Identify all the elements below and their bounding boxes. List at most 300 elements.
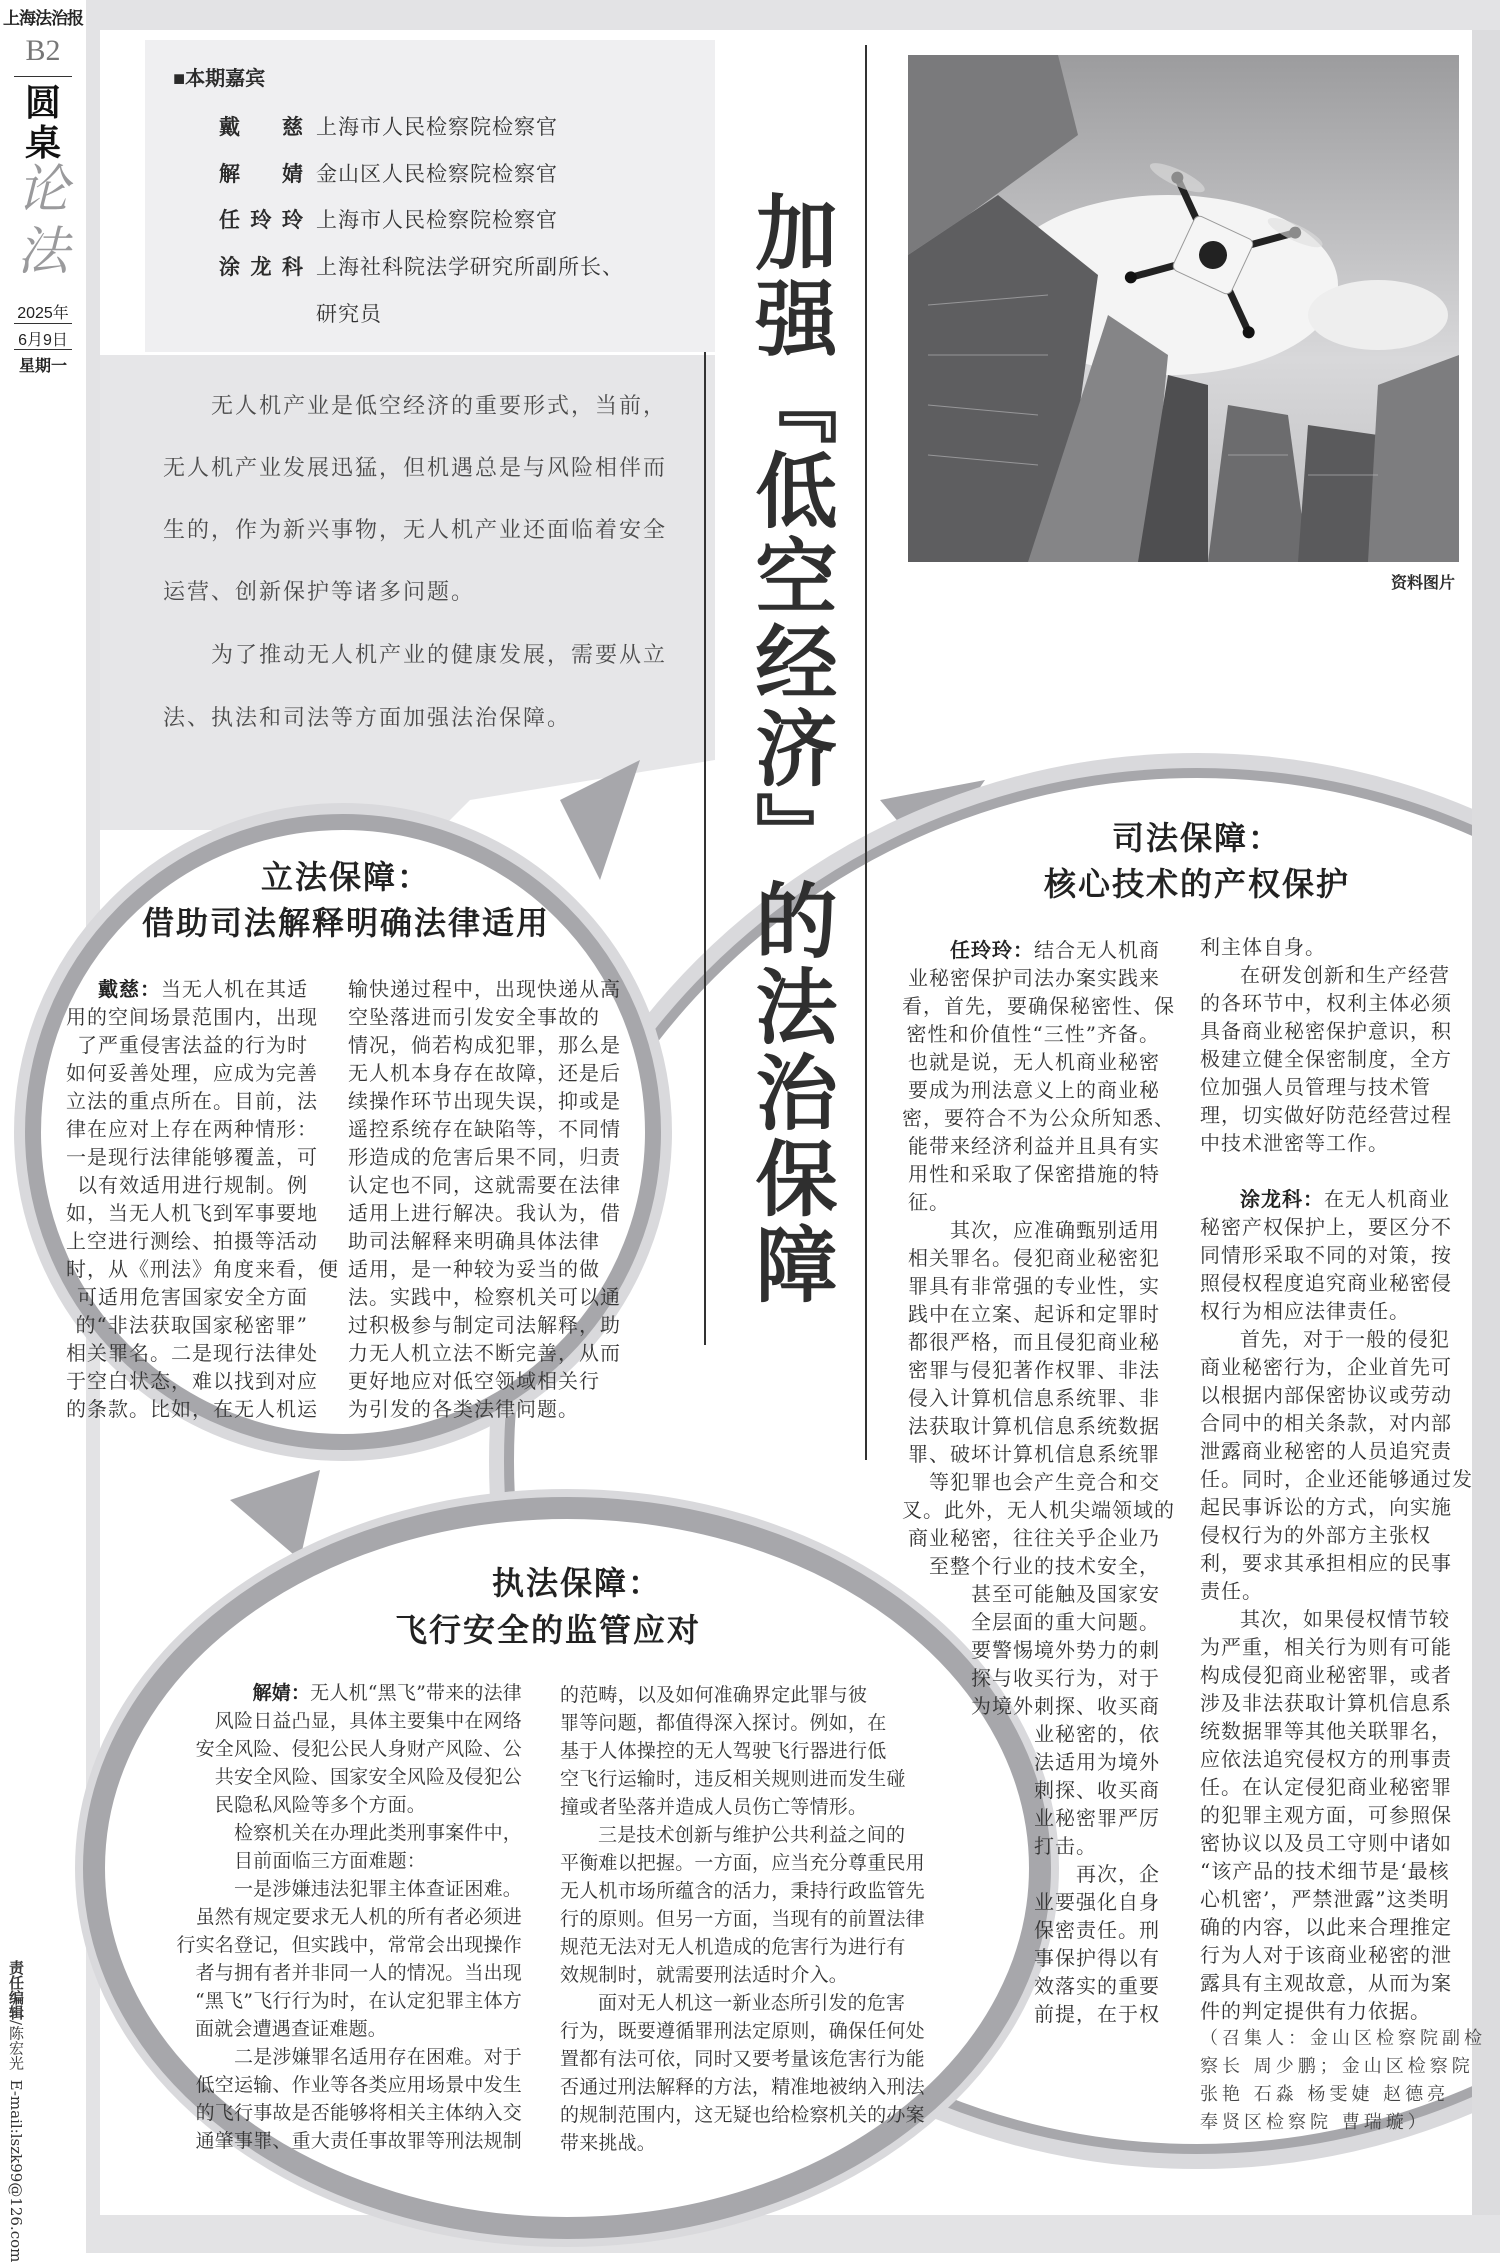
- text-line: [902, 992, 1175, 1020]
- editor-credit: [6, 1960, 27, 2262]
- text-line: [140, 1875, 522, 1903]
- text-line-content: 行为，既要遵循罪刑法定原则，确保任何处: [560, 2020, 925, 2042]
- text-line-content: 至整个行业的技术安全，: [929, 1554, 1160, 1578]
- text-line-content: 上空进行测绘、拍摄等活动: [66, 1229, 318, 1253]
- text-line-content: 者与拥有者并非同一人的情况。当出现: [195, 1962, 522, 1984]
- text-line: [902, 1356, 1160, 1384]
- text-line: [1200, 1717, 1462, 1745]
- text-line-content: 一是现行法律能够覆盖，可: [66, 1145, 318, 1169]
- text-line-content: “该产品的技术细节是‘最核: [1200, 1859, 1450, 1883]
- text-line-content: 起民事诉讼的方式，向实施: [1200, 1495, 1452, 1519]
- text-line-content: 利，要求其承担相应的民事: [1200, 1551, 1452, 1575]
- text-line: [1200, 1577, 1462, 1605]
- text-line-content: 其次，如果侵权情节较: [1240, 1607, 1450, 1631]
- text-line-content: 行的原则。但另一方面，当现有的前置法律: [560, 1908, 925, 1930]
- text-line: [902, 1496, 1175, 1524]
- intro-line: 生的，作为新兴事物，无人机产业还面临着安全: [163, 518, 668, 543]
- guest-name: 戴慈: [219, 114, 303, 139]
- text-line-content: 虽然有规定要求无人机的所有者必须进: [195, 1906, 522, 1928]
- text-line: [140, 1931, 522, 1959]
- text-line: [560, 2101, 955, 2129]
- text-line-content: 统数据罪等其他关联罪名，: [1200, 1719, 1452, 1743]
- text-line-content: 于空白状态，难以找到对应: [66, 1369, 318, 1393]
- drone-photo: [908, 55, 1459, 562]
- text-line: [140, 1903, 522, 1931]
- text-line-content: 法。实践中，检察机关可以通: [348, 1285, 621, 1309]
- text-line: [66, 1059, 318, 1087]
- text-line-content: 等犯罪也会产生竞合和交: [929, 1470, 1160, 1494]
- text-line: [902, 1412, 1160, 1440]
- text-line-content: 密，要符合不为公众所知悉、: [902, 1106, 1175, 1130]
- text-line-content: 行实名登记，但实践中，常常会出现操作: [176, 1934, 522, 1956]
- guest-role: 研究员: [316, 302, 382, 326]
- text-line: [560, 1709, 955, 1737]
- text-line-content: 罪具有非常强的专业性，实: [908, 1274, 1160, 1298]
- text-line: [560, 1737, 955, 1765]
- text-line-content: 件的判定提供有力依据。: [1200, 1999, 1431, 2023]
- text-line: [560, 2045, 955, 2073]
- text-line-content: 空飞行运输时，违反相关规则进而发生碰: [560, 1768, 906, 1790]
- text-line: [560, 1905, 955, 1933]
- text-line-content: 罪、破坏计算机信息系统罪: [908, 1442, 1160, 1466]
- text-line: [902, 1216, 1160, 1244]
- text-line-content: 看，首先，要确保秘密性、保: [902, 994, 1175, 1018]
- text-line-content: 理，切实做好防范经营过程: [1200, 1103, 1452, 1127]
- text-line: [348, 1367, 612, 1395]
- text-line-content: 目前面临三方面难题：: [233, 1850, 426, 1872]
- speaker-name: 解婧：: [252, 1682, 311, 1704]
- text-line: [348, 1227, 612, 1255]
- intro-line: 无人机产业是低空经济的重要形式，当前，: [163, 394, 668, 419]
- text-line-content: 检察机关在办理此类刑事案件中，: [233, 1822, 522, 1844]
- text-line-content: 要警惕境外势力的刺: [971, 1638, 1160, 1662]
- text-line: [348, 1199, 621, 1227]
- text-line-content: 的“非法获取国家秘密罪”: [75, 1313, 308, 1337]
- text-line: [902, 1104, 1175, 1132]
- text-line: [1200, 1437, 1462, 1465]
- text-line: [902, 1608, 1160, 1636]
- text-line-content: 泄露商业秘密的人员追究责: [1200, 1439, 1452, 1463]
- text-line-content: 空坠落进而引发安全事故的: [348, 1005, 600, 1029]
- text-line-content: 法适用为境外: [1034, 1750, 1160, 1774]
- enforcement-subtitle: 飞行安全的监管应对: [394, 1611, 701, 1649]
- text-line: [902, 1132, 1160, 1160]
- speaker-name: 涂龙科：: [1240, 1187, 1324, 1211]
- text-line-content: 的犯罪主观方面，可参照保: [1200, 1803, 1452, 1827]
- editor-email: E-mail:lszk99@126.com: [7, 2079, 25, 2262]
- judicial-column-2: [1200, 933, 1486, 2137]
- text-line: [66, 975, 308, 1003]
- legislation-subtitle: 借助司法解释明确法律适用: [141, 904, 550, 942]
- text-line: [140, 1763, 522, 1791]
- text-line-content: 构成侵犯商业秘密罪，或者: [1200, 1663, 1452, 1687]
- text-line-content: 同情形采取不同的对策，按: [1200, 1243, 1452, 1267]
- text-line: [1200, 1857, 1462, 1885]
- text-line-content: 极建立健全保密制度，全方: [1200, 1047, 1452, 1071]
- guest-name: 涂龙科: [219, 254, 303, 279]
- text-line-content: 也就是说，无人机商业秘密: [908, 1050, 1160, 1074]
- editor-name: /陈宏光: [7, 2020, 25, 2071]
- text-line: [1200, 1045, 1462, 1073]
- text-line-content: 罪等问题，都值得深入探讨。例如，在: [560, 1712, 887, 1734]
- text-line: [66, 1031, 308, 1059]
- judicial-subtitle: 核心技术的产权保护: [1043, 865, 1350, 903]
- text-line: [1200, 1493, 1462, 1521]
- text-line-content: 面就会遭遇查证难题。: [194, 2018, 387, 2040]
- text-line-content: 察长 周少鹏；金山区检察院: [1200, 2056, 1474, 2077]
- text-line-content: 助司法解释来明确具体法律: [348, 1229, 600, 1253]
- text-line-content: 相关罪名。二是现行法律处: [66, 1341, 318, 1365]
- text-line-content: 的规制范围内，这无疑也给检察机关的办案: [560, 2104, 925, 2126]
- text-line: [66, 1087, 318, 1115]
- text-line-content: 应依法追究侵权方的刑事责: [1200, 1747, 1452, 1771]
- text-line-content: 一是涉嫌违法犯罪主体查证困难。: [233, 1878, 522, 1900]
- text-line: [348, 1255, 612, 1283]
- text-line: [902, 1048, 1160, 1076]
- text-line: [1200, 1129, 1462, 1157]
- legislation-label: 立法保障：: [260, 858, 431, 896]
- text-line-content: 侵入计算机信息系统罪、非: [908, 1386, 1160, 1410]
- text-line: [66, 1283, 308, 1311]
- text-line: [560, 1989, 955, 2017]
- text-line-content: 为引发的各类法律问题。: [348, 1397, 579, 1421]
- text-line: [348, 1171, 621, 1199]
- text-line: [66, 1003, 318, 1031]
- text-line-content: 置都有法可依，同时又要考量该危害行为能: [560, 2048, 925, 2070]
- text-line: [1200, 1521, 1462, 1549]
- text-line-content: 了严重侵害法益的行为时: [77, 1033, 308, 1057]
- text-line-content: 续操作环节出现失误，抑或是: [348, 1089, 621, 1113]
- text-line-content: 面对无人机这一新业态所引发的危害: [598, 1992, 906, 2014]
- text-line-content: 三是技术创新与维护公共利益之间的: [598, 1824, 906, 1846]
- text-line: [1200, 1269, 1462, 1297]
- issue-year: 2025年: [17, 305, 69, 322]
- text-line-content: 基于人体操控的无人驾驶飞行器进行低: [560, 1740, 887, 1762]
- text-line: [560, 1933, 955, 1961]
- text-line: [140, 2043, 522, 2071]
- intro-line: 为了推动无人机产业的健康发展，需要从立: [163, 643, 668, 668]
- text-line: [560, 1793, 955, 1821]
- text-line: [902, 1384, 1160, 1412]
- intro-line: 运营、创新保护等诸多问题。: [163, 580, 476, 605]
- text-line-content: 形造成的危害后果不同，归责: [348, 1145, 621, 1169]
- text-line: [348, 975, 621, 1003]
- column-name-char: 论: [16, 160, 69, 220]
- column-name-char: 桌: [24, 122, 61, 164]
- text-line: [1200, 1101, 1462, 1129]
- text-line-content: 力无人机立法不断完善，从而: [348, 1341, 621, 1365]
- text-line: [1200, 933, 1462, 961]
- text-line-content: 照侵权程度追究商业秘密侵: [1200, 1271, 1452, 1295]
- text-line: [66, 1115, 318, 1143]
- text-line-content: 如，当无人机飞到军事要地: [66, 1201, 318, 1225]
- guest-name: 解婧: [219, 161, 303, 186]
- text-line-content: 戴慈：当无人机在其适: [98, 977, 308, 1001]
- text-line: [1200, 1297, 1462, 1325]
- text-line: [66, 1143, 318, 1171]
- text-line-content: 叉。此外，无人机尖端领域的: [902, 1498, 1175, 1522]
- photo-caption: 资料图片: [1390, 575, 1455, 592]
- text-line-content: 二是涉嫌罪名适用存在困难。对于: [233, 2046, 522, 2068]
- text-line: [140, 2071, 522, 2099]
- enforcement-label: 执法保障：: [491, 1564, 662, 1602]
- text-line-content: 商业秘密，往往关乎企业乃: [908, 1526, 1160, 1550]
- text-line: [66, 1339, 318, 1367]
- text-line: [1200, 1913, 1462, 1941]
- text-line: [560, 2017, 955, 2045]
- text-line-content: 中技术泄密等工作。: [1200, 1131, 1389, 1155]
- text-line: [902, 1188, 1160, 1216]
- text-line-content: 侵权行为的外部方主张权: [1200, 1523, 1431, 1547]
- text-line: [348, 1059, 621, 1087]
- text-line-content: 责任。: [1200, 1579, 1263, 1603]
- text-line-content: 打击。: [1034, 1834, 1097, 1858]
- text-line: [902, 1020, 1160, 1048]
- text-line: [140, 2127, 522, 2155]
- speaker-name: 任玲玲：: [950, 938, 1034, 962]
- text-line: [66, 1171, 308, 1199]
- text-line-content: 共安全风险、国家安全风险及侵犯公: [214, 1766, 522, 1788]
- text-line-content: 在研发创新和生产经营: [1240, 963, 1450, 987]
- text-line-content: 露具有主观故意，从而为案: [1200, 1971, 1452, 1995]
- text-line: [66, 1395, 318, 1423]
- text-line: [348, 1031, 621, 1059]
- text-line: [140, 1847, 522, 1875]
- text-line: [66, 1367, 318, 1395]
- intro-line: 无人机产业发展迅猛，但机遇总是与风险相伴而: [163, 456, 668, 481]
- text-line: [1200, 1409, 1462, 1437]
- text-line: [1200, 2109, 1462, 2137]
- page-number: B2: [25, 34, 61, 67]
- text-line: [1200, 1465, 1473, 1493]
- text-line-content: 无人机本身存在故障，还是后: [348, 1061, 621, 1085]
- text-line: [560, 2129, 955, 2157]
- text-line: [140, 2099, 522, 2127]
- text-line: [348, 1311, 621, 1339]
- text-line: [66, 1255, 339, 1283]
- guests-heading: ■本期嘉宾: [173, 68, 266, 90]
- text-line: [1200, 1745, 1462, 1773]
- text-line-content: 遥控系统存在缺陷等，不同情: [348, 1117, 621, 1141]
- text-line: [140, 1679, 522, 1707]
- text-line: [560, 2073, 955, 2101]
- text-line-content: 更好地应对低空领域相关行: [348, 1369, 600, 1393]
- divider: [14, 76, 72, 77]
- text-line-content: 涂龙科：在无人机商业: [1240, 1187, 1450, 1211]
- text-line-content: 风险日益凸显，具体主要集中在网络: [214, 1710, 522, 1732]
- text-line-content: 任玲玲：结合无人机商: [950, 938, 1160, 962]
- text-line: [560, 1961, 955, 1989]
- legislation-column-1: [66, 975, 339, 1423]
- legislation-column-2: [348, 975, 621, 1423]
- issue-date: 6月9日: [18, 332, 68, 349]
- text-line-content: 以根据内部保密协议或劳动: [1200, 1383, 1452, 1407]
- guest-role: 上海社科院法学研究所副所长、: [316, 255, 624, 279]
- text-line-content: 业要强化自身: [1034, 1890, 1160, 1914]
- text-line-content: 密罪与侵犯著作权罪、非法: [908, 1358, 1160, 1382]
- guest-name: 任玲玲: [219, 207, 303, 232]
- text-line: [902, 936, 1160, 964]
- text-line-content: 解婧：无人机“黑飞”带来的法律: [252, 1682, 522, 1704]
- text-line: [140, 1987, 522, 2015]
- text-line-content: 效落实的重要: [1034, 1974, 1160, 1998]
- text-line-content: 的飞行事故是否能够将相关主体纳入交: [195, 2102, 522, 2124]
- text-line-content: （召集人：金山区检察院副检: [1200, 2028, 1486, 2049]
- text-line: [1200, 1157, 1462, 1185]
- text-line-content: 认定也不同，这就需要在法律: [348, 1173, 621, 1197]
- enforcement-column-2: [560, 1681, 955, 2157]
- issue-weekday: 星期一: [18, 358, 67, 375]
- text-line-content: 效规制时，就需要刑法适时介入。: [560, 1964, 849, 1986]
- text-line: [66, 1199, 318, 1227]
- text-line-content: 低空运输、作业等各类应用场景中发生: [195, 2074, 522, 2096]
- text-line-content: 密协议以及员工守则中诸如: [1200, 1831, 1452, 1855]
- text-line-content: 情况，倘若构成犯罪，那么是: [348, 1033, 621, 1057]
- text-line-content: 要成为刑法意义上的商业秘: [908, 1078, 1160, 1102]
- text-line: [1200, 2053, 1474, 2081]
- text-line-content: 秘密产权保护上，要区分不: [1200, 1215, 1452, 1239]
- text-line: [560, 1877, 955, 1905]
- text-line-content: 具备商业秘密保护意识，积: [1200, 1019, 1452, 1043]
- editor-label: 责任编辑: [7, 1960, 25, 2020]
- text-line: [1200, 1241, 1462, 1269]
- text-line: [1200, 1017, 1462, 1045]
- text-line: [1200, 1353, 1462, 1381]
- text-line: [902, 964, 1160, 992]
- text-line-content: 的各环节中，权利主体必须: [1200, 991, 1452, 1015]
- text-line-content: 为境外刺探、收买商: [971, 1694, 1160, 1718]
- guest-role: 上海市人民检察院检察官: [316, 115, 558, 139]
- text-line: [1200, 1941, 1462, 1969]
- text-line-content: 再次，企: [1076, 1862, 1160, 1886]
- text-line-content: 安全风险、侵犯公民人身财产风险、公: [195, 1738, 522, 1760]
- text-line: [1200, 1549, 1462, 1577]
- text-line: [348, 1003, 612, 1031]
- text-line-content: 适用上进行解决。我认为，借: [348, 1201, 621, 1225]
- text-line-content: 时，从《刑法》角度来看，便: [66, 1257, 339, 1281]
- text-line: [140, 1707, 522, 1735]
- text-line: [1200, 1969, 1462, 1997]
- text-line: [902, 1160, 1160, 1188]
- text-line-content: 撞或者坠落并造成人员伤亡等情形。: [560, 1796, 868, 1818]
- text-line: [1200, 1829, 1462, 1857]
- text-line-content: 能带来经济利益并且具有实: [908, 1134, 1160, 1158]
- guest-role: 上海市人民检察院检察官: [316, 208, 558, 232]
- text-line-content: 业秘密保护司法办案实践来: [908, 966, 1160, 990]
- text-line-content: 立法的重点所在。目前，法: [66, 1089, 318, 1113]
- text-line-content: 事保护得以有: [1034, 1946, 1160, 1970]
- text-line-content: 行为人对于该商业秘密的泄: [1200, 1943, 1452, 1967]
- text-line-content: 征。: [908, 1190, 950, 1214]
- text-line: [66, 1227, 318, 1255]
- text-line: [1200, 989, 1462, 1017]
- text-line: [1200, 2025, 1486, 2053]
- text-line-content: 保密责任。刑: [1034, 1918, 1160, 1942]
- text-line-content: 民隐私风险等多个方面。: [214, 1794, 426, 1816]
- text-line: [560, 1821, 955, 1849]
- text-line-content: 全层面的重大问题。: [971, 1610, 1160, 1634]
- text-line-content: 密性和价值性“三性”齐备。: [906, 1022, 1160, 1046]
- text-line-content: 确的内容，以此来合理推定: [1200, 1915, 1452, 1939]
- text-line: [1200, 2081, 1462, 2109]
- speaker-name: 戴慈：: [98, 977, 161, 1001]
- text-line-content: 前提，在于权: [1034, 2002, 1160, 2026]
- text-line-content: 平衡难以把握。一方面，应当充分尊重民用: [560, 1852, 925, 1874]
- text-line-content: 的范畴，以及如何准确界定此罪与彼: [560, 1684, 868, 1706]
- text-line-content: 利主体自身。: [1200, 935, 1326, 959]
- text-line-content: 过积极参与制定司法解释，助: [348, 1313, 621, 1337]
- text-line-content: 张艳 石淼 杨雯婕 赵德亮: [1200, 2084, 1450, 2105]
- text-line: [66, 1311, 308, 1339]
- text-line: [348, 1283, 621, 1311]
- text-line-content: 刺探、收买商: [1034, 1778, 1160, 1802]
- text-line-content: 奉贤区检察院 曹瑞璇）: [1200, 2112, 1430, 2133]
- text-line-content: 业秘密的，依: [1034, 1722, 1160, 1746]
- text-line-content: 的条款。比如，在无人机运: [66, 1397, 318, 1421]
- text-line-content: 涉及非法获取计算机信息系: [1200, 1691, 1452, 1715]
- text-line-content: 通肇事罪、重大责任事故罪等刑法规制: [195, 2130, 522, 2152]
- text-line: [348, 1395, 612, 1423]
- text-line: [902, 1580, 1160, 1608]
- text-line: [902, 1468, 1160, 1496]
- text-line-content: 用性和采取了保密措施的特: [908, 1162, 1160, 1186]
- text-line: [1200, 1773, 1462, 1801]
- text-line: [140, 1735, 522, 1763]
- text-line-content: 适用，是一种较为妥当的做: [348, 1257, 600, 1281]
- text-line-content: 带来挑战。: [560, 2132, 657, 2154]
- text-line-content: 位加强人员管理与技术管: [1200, 1075, 1431, 1099]
- text-line-content: 以有效适用进行规制。例: [77, 1173, 308, 1197]
- newspaper-logo: 上海法治报: [3, 9, 83, 29]
- text-line: [560, 1681, 955, 1709]
- text-line: [1200, 1325, 1462, 1353]
- text-line: [902, 1244, 1160, 1272]
- text-line-content: 规范无法对无人机造成的危害行为进行有: [560, 1936, 906, 1958]
- text-line: [1200, 1661, 1462, 1689]
- text-line: [1200, 1213, 1462, 1241]
- text-line-content: 商业秘密行为，企业首先可: [1200, 1355, 1452, 1379]
- text-line: [1200, 1633, 1462, 1661]
- text-line: [1200, 1801, 1462, 1829]
- guest-role: 金山区人民检察院检察官: [316, 162, 558, 186]
- text-line-content: 都很严格，而且侵犯商业秘: [908, 1330, 1160, 1354]
- text-line: [140, 1819, 522, 1847]
- text-line-content: 否通过刑法解释的方法，精准地被纳入刑法: [560, 2076, 925, 2098]
- text-line: [348, 1143, 621, 1171]
- text-line-content: 可适用危害国家安全方面: [77, 1285, 308, 1309]
- text-line: [902, 1300, 1160, 1328]
- text-line-content: 法获取计算机信息系统数据: [908, 1414, 1160, 1438]
- text-line-content: 践中在立案、起诉和定罪时: [908, 1302, 1160, 1326]
- text-line-content: 首先，对于一般的侵犯: [1240, 1327, 1450, 1351]
- text-line: [140, 1959, 522, 1987]
- text-line-content: 其次，应准确甄别适用: [950, 1218, 1160, 1242]
- text-line-content: 任。同时，企业还能够通过发: [1200, 1467, 1473, 1491]
- text-line-content: 业秘密罪严厉: [1034, 1806, 1160, 1830]
- text-line-content: 合同中的相关条款，对内部: [1200, 1411, 1452, 1435]
- text-line: [1200, 1997, 1462, 2025]
- text-line: [560, 1849, 955, 1877]
- column-name-char: 圆: [24, 82, 61, 124]
- text-line: [560, 1765, 955, 1793]
- text-line: [1200, 1073, 1462, 1101]
- text-line: [1200, 1605, 1462, 1633]
- headline: 加强『低空经济』的法治保障: [742, 190, 838, 1308]
- text-line: [902, 1524, 1160, 1552]
- column-name-char: 法: [16, 222, 69, 282]
- text-line: [1200, 1185, 1462, 1213]
- text-line: [902, 1272, 1160, 1300]
